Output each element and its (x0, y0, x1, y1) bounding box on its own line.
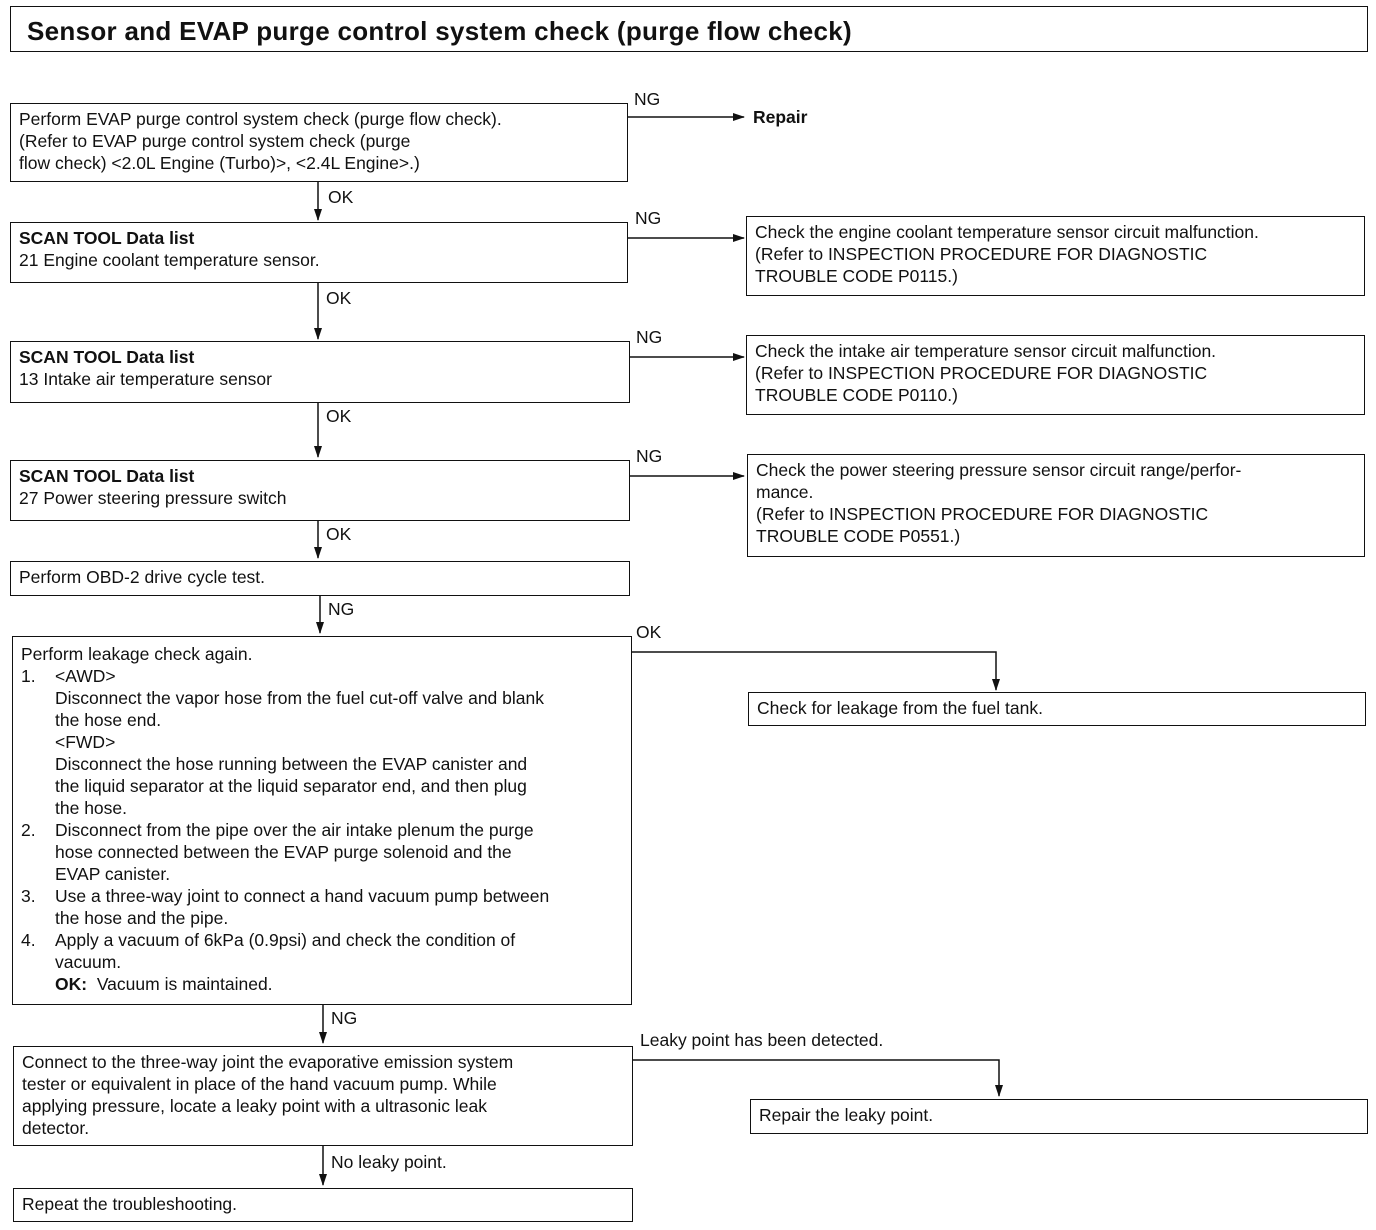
intake-line-3: TROUBLE CODE P0110.) (755, 385, 958, 405)
arrow-tester-to-repair-leak (633, 1060, 999, 1096)
scan1-heading: SCAN TOOL Data list (19, 228, 195, 248)
scan2-heading: SCAN TOOL Data list (19, 347, 195, 367)
leakage-step-1-line: <FWD> (55, 732, 116, 752)
step-purge-flow-check (10, 103, 628, 182)
intake-line-1: Check the intake air temperature sensor circuit malfunction. (755, 341, 1217, 361)
repeat-text: Repeat the troubleshooting. (22, 1194, 238, 1214)
leakage-step-1-line: <AWD> (55, 666, 116, 686)
steering-line-3: (Refer to INSPECTION PROCEDURE FOR DIAGNOSTIC (756, 504, 1209, 524)
leakage-step-1-line: the hose end. (55, 710, 162, 730)
purge-check-line-2: (Refer to EVAP purge control system check (purge (19, 131, 411, 151)
leakage-intro: Perform leakage check again. (21, 644, 253, 664)
leakage-step-3-line: the hose and the pipe. (55, 908, 229, 928)
outcome-repair-leaky-point (750, 1099, 1368, 1134)
leakage-step-3 (21, 885, 623, 929)
step-obd-drive-cycle (10, 561, 630, 596)
steering-line-2: mance. (756, 482, 814, 502)
leakage-ok-text: Vacuum is maintained. (96, 974, 273, 994)
outcome-intake-sensor (746, 335, 1365, 415)
purge-check-line-3: flow check) <2.0L Engine (Turbo)>, <2.4L Engine>.) (19, 153, 420, 173)
leakage-step-1-line: the hose. (55, 798, 127, 818)
step-leakage-check (12, 636, 632, 1005)
page-title: Sensor and EVAP purge control system check (purge flow check) (10, 6, 1368, 52)
leakage-step-1-line: Disconnect the hose running between the EVAP canister and (55, 754, 528, 774)
leakage-step-2-line: Disconnect from the pipe over the air intake plenum the purge (55, 820, 534, 840)
leakage-step-3-number: 3. (21, 886, 36, 906)
leakage-step-1-number: 1. (21, 666, 36, 686)
coolant-line-3: TROUBLE CODE P0115.) (755, 266, 958, 286)
scan3-item: 27 Power steering pressure switch (19, 488, 287, 508)
step-repeat-troubleshooting (13, 1188, 633, 1222)
outcome-steering-sensor (747, 454, 1365, 557)
leakage-step-4-line: Apply a vacuum of 6kPa (0.9psi) and check the condition of (55, 930, 516, 950)
label-ng-scan2: NG (636, 327, 663, 347)
outcome-fuel-tank-check (748, 692, 1366, 726)
leakage-step-4-line: vacuum. (55, 952, 122, 972)
purge-check-line-1: Perform EVAP purge control system check (purge flow check). (19, 109, 502, 129)
obd-text: Perform OBD-2 drive cycle test. (19, 567, 266, 587)
leakage-steps-list (21, 665, 623, 995)
label-ok-4: OK (326, 524, 352, 544)
scan3-heading: SCAN TOOL Data list (19, 466, 195, 486)
tester-line-2: tester or equivalent in place of the hand vacuum pump. While (22, 1074, 497, 1094)
steering-line-1: Check the power steering pressure sensor circuit range/perfor- (756, 460, 1242, 480)
label-ok-2: OK (326, 288, 352, 308)
scan1-item: 21 Engine coolant temperature sensor. (19, 250, 320, 270)
label-ng-obd: NG (328, 599, 355, 619)
outcome-repair: Repair (753, 107, 808, 127)
tester-line-1: Connect to the three-way joint the evaporative emission system (22, 1052, 514, 1072)
coolant-line-1: Check the engine coolant temperature sensor circuit malfunction. (755, 222, 1259, 242)
label-leak-detected: Leaky point has been detected. (640, 1030, 884, 1050)
label-no-leak: No leaky point. (331, 1152, 447, 1172)
step-scan-tool-coolant (10, 222, 628, 283)
tester-line-3: applying pressure, locate a leaky point with a ultrasonic leak (22, 1096, 487, 1116)
label-ok-3: OK (326, 406, 352, 426)
arrow-leakage-to-fuel-tank (631, 652, 996, 690)
leakage-step-3-line: Use a three-way joint to connect a hand vacuum pump between (55, 886, 550, 906)
label-ng-leakage: NG (331, 1008, 358, 1028)
leakage-step-1-line: the liquid separator at the liquid separator end, and then plug (55, 776, 527, 796)
leakage-step-1-line: Disconnect the vapor hose from the fuel cut-off valve and blank (55, 688, 544, 708)
label-ng-scan1: NG (635, 208, 662, 228)
step-scan-tool-intake (10, 341, 630, 403)
outcome-coolant-sensor (746, 216, 1365, 296)
leakage-ok-criterion (55, 973, 623, 995)
leakage-step-4 (21, 929, 623, 995)
leakage-step-2 (21, 819, 623, 885)
label-ok-1: OK (328, 187, 354, 207)
leakage-ok-label: OK: (55, 974, 88, 994)
label-ng-purge: NG (634, 89, 661, 109)
intake-line-2: (Refer to INSPECTION PROCEDURE FOR DIAGNOSTIC (755, 363, 1208, 383)
scan2-item: 13 Intake air temperature sensor (19, 369, 272, 389)
coolant-line-2: (Refer to INSPECTION PROCEDURE FOR DIAGNOSTIC (755, 244, 1208, 264)
leakage-step-2-line: EVAP canister. (55, 864, 171, 884)
tester-line-4: detector. (22, 1118, 90, 1138)
leakage-step-1 (21, 665, 623, 819)
leakage-step-4-number: 4. (21, 930, 36, 950)
repair-leak-text: Repair the leaky point. (759, 1105, 934, 1125)
label-ok-leakage: OK (636, 622, 662, 642)
label-ng-scan3: NG (636, 446, 663, 466)
leakage-step-2-line: hose connected between the EVAP purge solenoid and the (55, 842, 512, 862)
steering-line-4: TROUBLE CODE P0551.) (756, 526, 961, 546)
leakage-step-2-number: 2. (21, 820, 36, 840)
step-emission-tester (13, 1046, 633, 1146)
fuel-tank-text: Check for leakage from the fuel tank. (757, 698, 1043, 718)
step-scan-tool-steering (10, 460, 630, 521)
